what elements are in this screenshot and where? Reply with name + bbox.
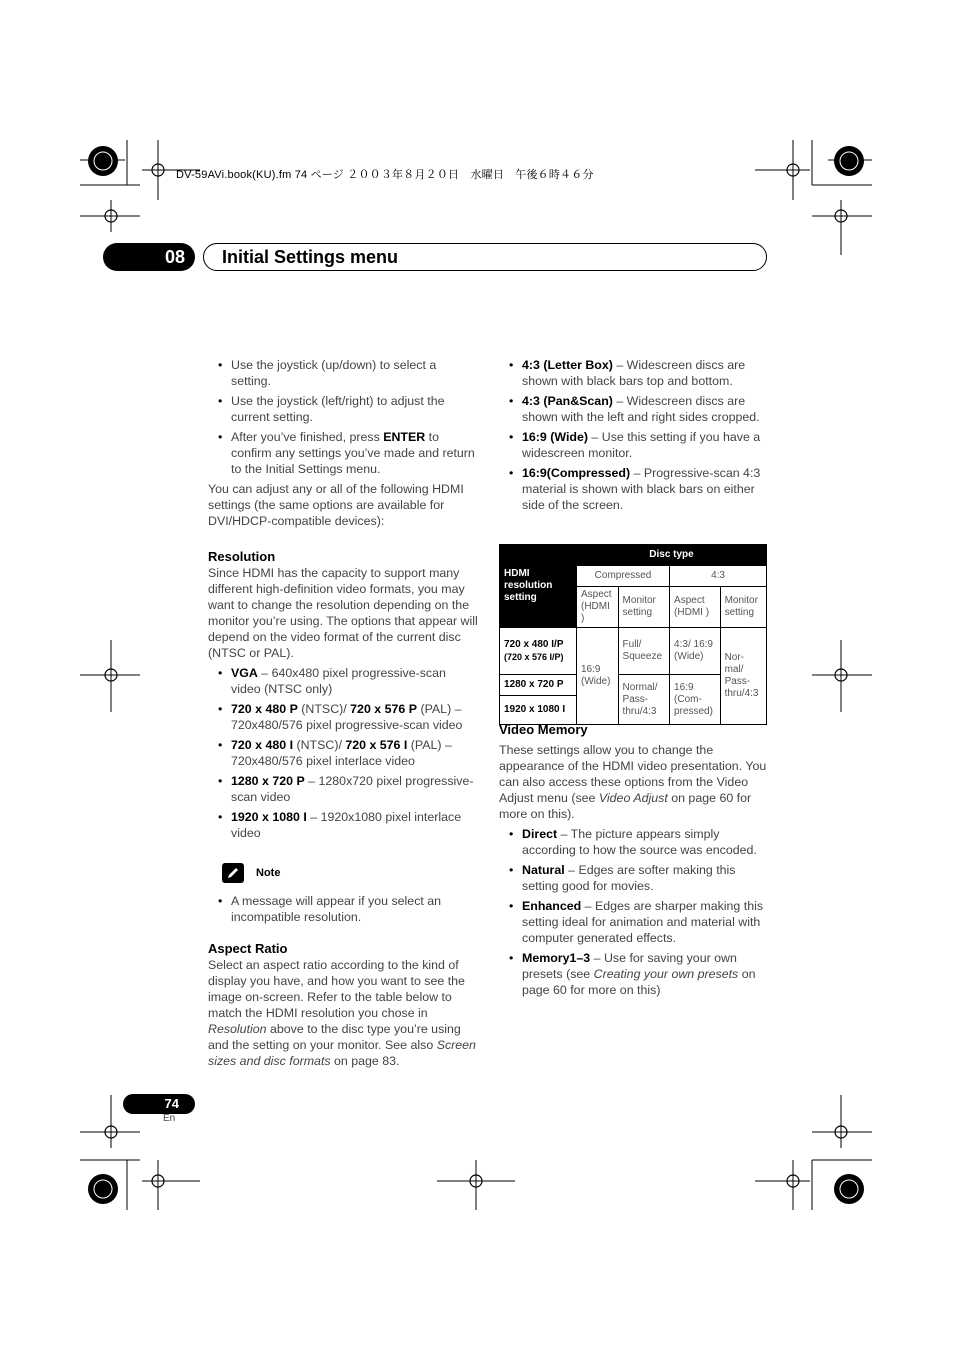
aspect-ratio-heading: Aspect Ratio <box>208 941 288 956</box>
page-language: En <box>163 1113 176 1124</box>
left-column <box>208 357 478 1069</box>
disc-type-header: Disc type <box>577 545 767 566</box>
page-number-badge: 74 <box>123 1094 195 1114</box>
list-item: • VGA – 640x480 pixel progressive-scan video (NTSC only) <box>208 665 478 697</box>
aspect-hdmi-header: Aspect (HDMI ) <box>577 587 619 628</box>
list-item: • 720 x 480 P (NTSC)/ 720 x 576 P (PAL) – 720x480/576 pixel progressive-scan video <box>208 701 478 733</box>
table-cell: Nor-mal/ Pass-thru/4:3 <box>720 628 766 725</box>
monitor-setting-header: Monitor setting <box>618 587 670 628</box>
chapter-title: Initial Settings menu <box>222 247 399 267</box>
table-cell: 4:3/ 16:9 (Wide) <box>670 628 721 675</box>
list-item: • Natural – Edges are softer making this setting good for movies. <box>499 862 769 894</box>
aspect-options-list <box>499 357 769 513</box>
disc-type-table <box>499 544 767 725</box>
aspect-ratio-body: Select an aspect ratio according to the kind of display you have, and how you want to see the image on-screen. Refer to the table below to match the HDMI resolution you chose in Resolution above to the disc type you’re using and the setting on your monitor. See also Screen sizes and disc formats on page 83. <box>208 958 476 1068</box>
resolution-body: Since HDMI has the capacity to support many different high-definition video formats, you may want to change the resolution depending on the monitor you’re using. The options that appear will depend on the video format of the current disc (NTSC or PAL). <box>208 566 478 660</box>
list-item: • Enhanced – Edges are sharper making this setting ideal for animation and material with computer generated effects. <box>499 898 769 946</box>
file-header-line: DV-59AVi.book(KU).fm 74 ページ ２００３年８月２０日 水曜日 午後６時４６分 <box>176 169 594 181</box>
list-item: • 16:9(Compressed) – Progressive-scan 4:3 material is shown with black bars on either side of the screen. <box>499 465 769 513</box>
aspect-hdmi-header: Aspect (HDMI ) <box>670 587 721 628</box>
list-item: • 1280 x 720 P – 1280x720 pixel progressive-scan video <box>208 773 478 805</box>
note-header <box>208 863 478 883</box>
list-item: • After you’ve finished, press ENTER to confirm any settings you’ve made and return to the Initial Settings menu. <box>208 429 478 477</box>
list-item: • 4:3 (Letter Box) – Widescreen discs are shown with black bars top and bottom. <box>499 357 769 389</box>
list-item: • 720 x 480 I (NTSC)/ 720 x 576 I (PAL) – 720x480/576 pixel interlace video <box>208 737 478 769</box>
table-cell: 16:9 (Wide) <box>577 628 619 725</box>
compressed-header: Compressed <box>577 566 670 587</box>
table-row-header: 720 x 480 I/P (720 x 576 I/P) <box>500 628 577 675</box>
note-list <box>208 893 478 925</box>
table-cell: Normal/ Pass-thru/4:3 <box>618 675 670 725</box>
list-item: • Memory1–3 – Use for saving your own presets (see Creating your own presets on page 60 for more on this) <box>499 950 769 998</box>
list-item: • Use the joystick (up/down) to select a setting. <box>208 357 478 389</box>
resolution-list <box>208 665 478 841</box>
right-column-top <box>499 357 769 517</box>
hdmi-intro: You can adjust any or all of the following HDMI settings (the same options are available for DVI/HDCP-compatible devices): <box>208 482 464 528</box>
list-item: • 1920 x 1080 I – 1920x1080 pixel interlace video <box>208 809 478 841</box>
table-row-header: 1280 x 720 P <box>500 675 577 696</box>
list-item: • A message will appear if you select an incompatible resolution. <box>208 893 478 925</box>
video-memory-list <box>499 826 769 998</box>
chapter-number-badge: 08 <box>103 243 195 271</box>
pencil-icon <box>222 863 244 883</box>
list-item: • Direct – The picture appears simply according to how the source was encoded. <box>499 826 769 858</box>
instruction-list <box>208 357 478 477</box>
right-column-bottom <box>499 722 769 1002</box>
ratio-43-header: 4:3 <box>670 566 767 587</box>
monitor-setting-header: Monitor setting <box>720 587 766 628</box>
list-item: • 4:3 (Pan&Scan) – Widescreen discs are shown with the left and right sides cropped. <box>499 393 769 425</box>
table-cell: Full/ Squeeze <box>618 628 670 675</box>
list-item: • 16:9 (Wide) – Use this setting if you have a widescreen monitor. <box>499 429 769 461</box>
hdmi-setting-header: HDMI resolution setting <box>500 545 577 628</box>
video-memory-body: These settings allow you to change the appearance of the HDMI video presentation. You can also access these options from the Video Adjust menu (see Video Adjust on page 60 for more on this). <box>499 743 767 821</box>
resolution-heading: Resolution <box>208 549 276 564</box>
list-item: • Use the joystick (left/right) to adjust the current setting. <box>208 393 478 425</box>
table-row-header: 1920 x 1080 I <box>500 696 577 725</box>
note-label: Note <box>256 867 281 879</box>
table-cell: 16:9 (Com-pressed) <box>670 675 721 725</box>
video-memory-heading: Video Memory <box>499 722 588 737</box>
